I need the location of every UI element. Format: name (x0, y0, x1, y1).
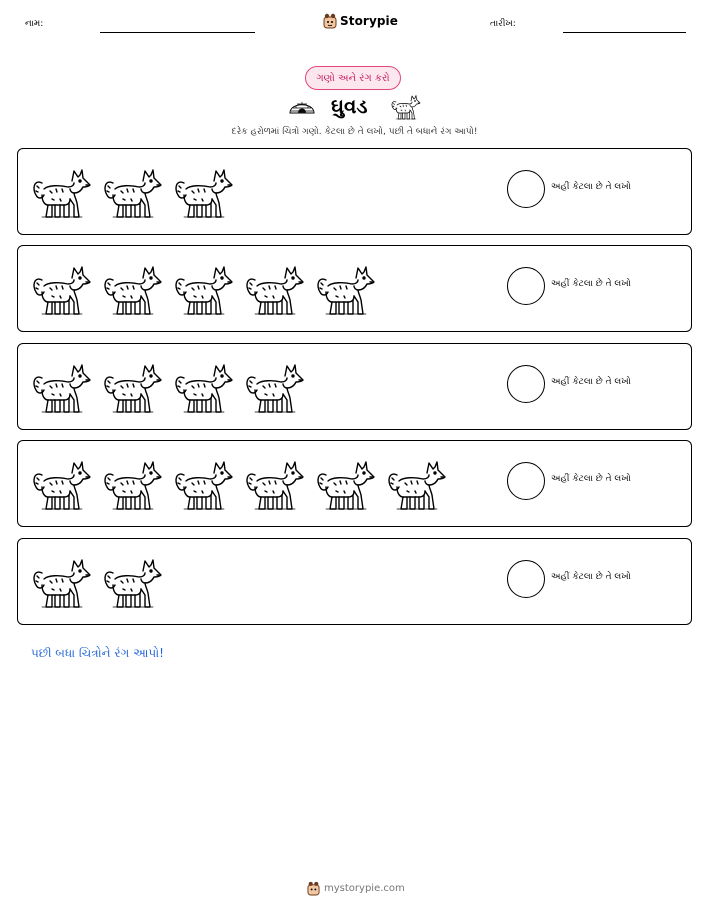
answer-prompt: અહીં કેટલા છે તે લખો (551, 182, 631, 192)
name-field[interactable] (100, 32, 255, 33)
dog-picture (241, 451, 312, 515)
picture-group (28, 549, 170, 613)
counting-row (17, 245, 692, 332)
dog-picture (99, 451, 170, 515)
site-url: mystorypie.com (324, 883, 405, 894)
dog-icon (28, 549, 92, 613)
dog-icon (28, 354, 92, 418)
dog-icon (170, 354, 234, 418)
answer-prompt: અહીં કેટલા છે તે લખો (551, 572, 631, 582)
dog-picture (383, 451, 454, 515)
dog-picture (28, 256, 99, 320)
answer-circle[interactable] (507, 462, 545, 500)
title-row (286, 92, 424, 120)
dog-icon (28, 256, 92, 320)
answer-circle[interactable] (507, 170, 545, 208)
dog-icon (99, 549, 163, 613)
counting-row (17, 538, 692, 625)
dog-picture (28, 159, 99, 223)
picture-group (28, 451, 454, 515)
dog-icon (99, 256, 163, 320)
name-label: નામ: (25, 19, 44, 29)
dog-picture (170, 256, 241, 320)
dog-icon (241, 354, 305, 418)
dog-picture (312, 256, 383, 320)
dog-icon (28, 451, 92, 515)
dog-icon (312, 256, 376, 320)
answer-circle[interactable] (507, 560, 545, 598)
dog-icon (170, 451, 234, 515)
dog-picture (99, 549, 170, 613)
dog-picture (241, 256, 312, 320)
dog-picture (28, 549, 99, 613)
storypie-logo-icon (307, 881, 320, 896)
dog-icon (99, 159, 163, 223)
brand-name: Storypie (340, 14, 399, 28)
instructions: દરેક હરોળમાં ચિત્રો ગણો. કેટલા છે તે લખો, પછી તે બધાને રંગ આપો! (231, 127, 478, 137)
coloring-note: પછી બધા ચિત્રોને રંગ આપો! (31, 646, 164, 660)
dog-icon (241, 451, 305, 515)
answer-prompt: અહીં કેટલા છે તે લખો (551, 377, 631, 387)
site-footer (307, 881, 405, 896)
dog-picture (99, 256, 170, 320)
brand-logo (323, 13, 398, 29)
counting-row (17, 148, 692, 235)
dog-picture (241, 354, 312, 418)
dog-icon (241, 256, 305, 320)
dog-icon (99, 451, 163, 515)
answer-prompt: અહીં કેટલા છે તે લખો (551, 279, 631, 289)
igloo-icon (288, 96, 316, 114)
dog-picture (28, 451, 99, 515)
answer-circle[interactable] (507, 365, 545, 403)
date-field[interactable] (563, 32, 686, 33)
counting-row (17, 440, 692, 527)
dog-icon (312, 451, 376, 515)
dog-icon (28, 159, 92, 223)
answer-prompt: અહીં કેટલા છે તે લખો (551, 474, 631, 484)
dog-picture (170, 451, 241, 515)
activity-badge: ગણો અને રંગ કરો (305, 66, 401, 90)
picture-group (28, 256, 383, 320)
dog-icon (99, 354, 163, 418)
storypie-logo-icon (323, 13, 337, 29)
counting-row (17, 343, 692, 430)
picture-group (28, 354, 312, 418)
page-title: ઘુવડ (331, 94, 368, 118)
dog-picture (170, 354, 241, 418)
dog-picture (312, 451, 383, 515)
picture-group (28, 159, 241, 223)
answer-circle[interactable] (507, 267, 545, 305)
dog-picture (99, 159, 170, 223)
dog-icon (170, 256, 234, 320)
dog-icon (383, 451, 447, 515)
dog-outline-icon (388, 90, 422, 122)
date-label: તારીખ: (490, 19, 516, 29)
dog-picture (99, 354, 170, 418)
dog-icon (170, 159, 234, 223)
dog-picture (170, 159, 241, 223)
dog-picture (28, 354, 99, 418)
